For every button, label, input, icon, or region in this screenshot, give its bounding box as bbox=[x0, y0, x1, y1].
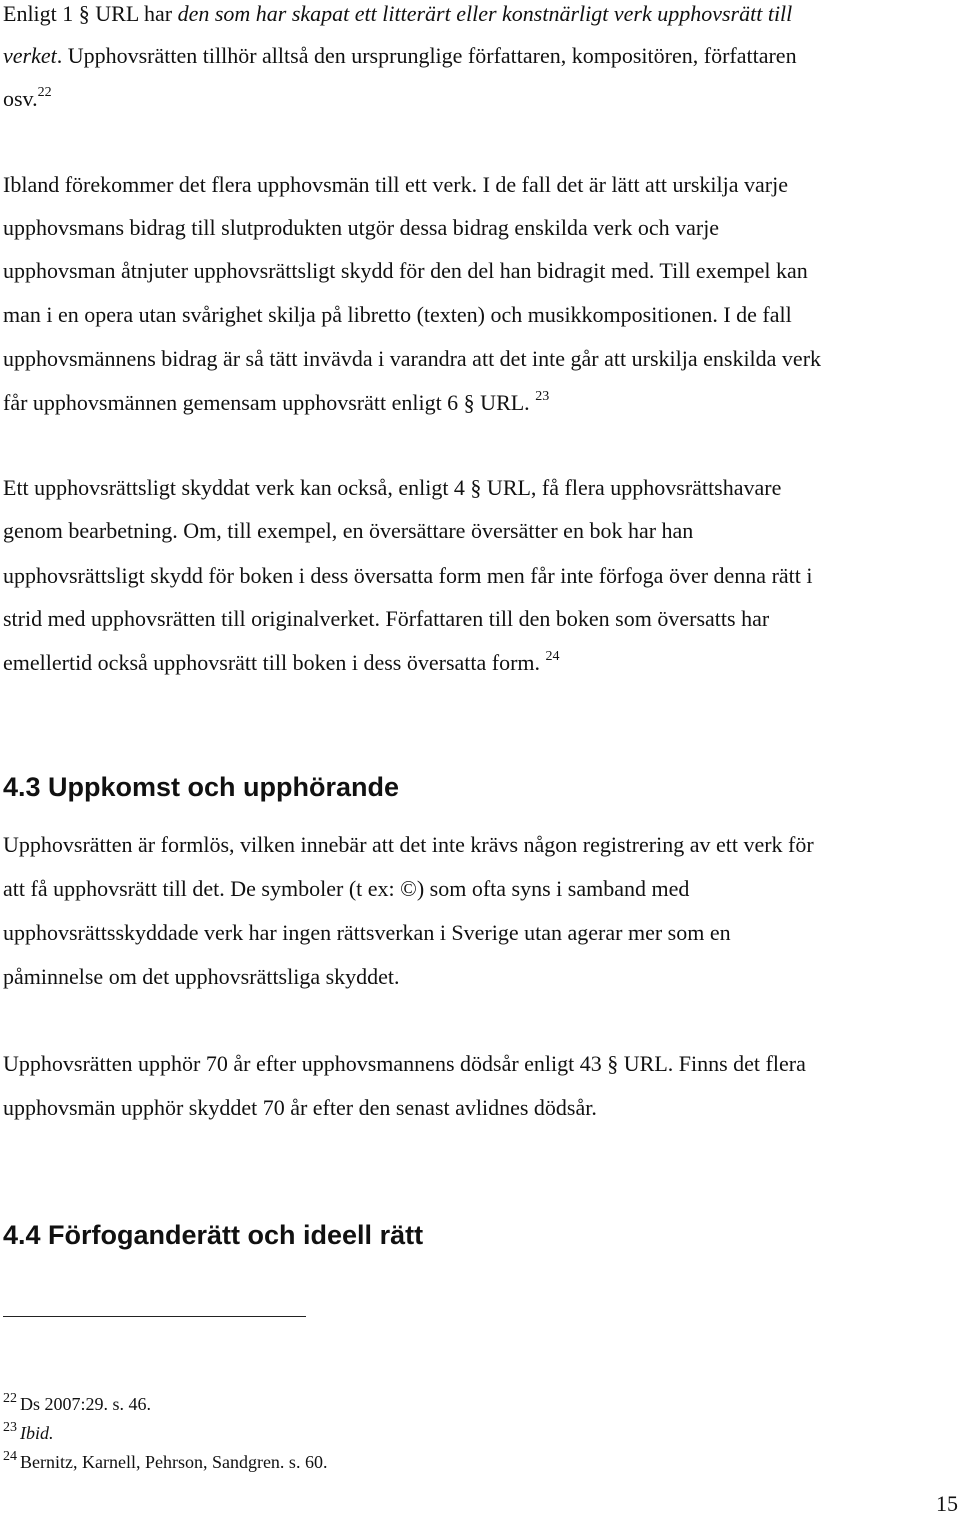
paragraph-4-line-3: upphovsrättsskyddade verk har ingen rättsverkan i Sverige utan agerar mer som en bbox=[3, 920, 731, 945]
paragraph-1-line-3 bbox=[3, 85, 52, 117]
section-heading-4-4: 4.4 Förfoganderätt och ideell rätt bbox=[3, 1220, 424, 1250]
text-span: får upphovsmännen gemensam upphovsrätt enligt 6 § URL. bbox=[3, 390, 530, 415]
section-heading-4-3: 4.3 Uppkomst och upphörande bbox=[3, 772, 400, 802]
paragraph-3-line-2: genom bearbetning. Om, till exempel, en översättare översätter en bok har han bbox=[3, 518, 694, 543]
text-span: osv. bbox=[3, 86, 38, 111]
footnote-number: 23 bbox=[3, 1420, 17, 1435]
paragraph-4-line-4: påminnelse om det upphovsrättsliga skyddet. bbox=[3, 964, 400, 989]
paragraph-3-line-3: upphovsrättsligt skydd för boken i dess översatta form men får inte förfoga över denna rätt i bbox=[3, 563, 813, 588]
footnote-number: 24 bbox=[3, 1449, 17, 1464]
footnote-22 bbox=[3, 1392, 151, 1419]
footnote-ref-23[interactable]: 23 bbox=[535, 389, 550, 404]
page-number: 15 bbox=[936, 1491, 958, 1516]
footnote-ref-22[interactable]: 22 bbox=[37, 85, 52, 100]
footnote-separator bbox=[3, 1316, 306, 1317]
footnote-text: Ds 2007:29. s. 46. bbox=[20, 1394, 152, 1414]
text-span: emellertid också upphovsrätt till boken i dess översatta form. bbox=[3, 650, 541, 675]
paragraph-2-line-4: man i en opera utan svårighet skilja på libretto (texten) och musikkompositionen. I de fall bbox=[3, 302, 792, 327]
paragraph-1-line-2 bbox=[3, 42, 797, 70]
paragraph-2-line-3: upphovsman åtnjuter upphovsrättsligt skydd för den del han bidragit med. Till exempel kan bbox=[3, 258, 808, 283]
paragraph-4-line-1: Upphovsrätten är formlös, vilken innebär att det inte krävs någon registrering av ett verk för bbox=[3, 832, 814, 857]
paragraph-5-line-2: upphovsmän upphör skyddet 70 år efter den senast avlidnes dödsår. bbox=[3, 1095, 597, 1120]
paragraph-2-line-6 bbox=[3, 389, 549, 421]
paragraph-2-line-1: Ibland förekommer det flera upphovsmän till ett verk. I de fall det är lätt att urskilja varje bbox=[3, 172, 788, 197]
footnote-ref-24[interactable]: 24 bbox=[545, 649, 560, 664]
footnote-23 bbox=[3, 1421, 54, 1448]
paragraph-2-line-2: upphovsmans bidrag till slutprodukten utgör dessa bidrag enskilda verk och varje bbox=[3, 215, 720, 240]
paragraph-4-line-2: att få upphovsrätt till det. De symboler (t ex: ©) som ofta syns i samband med bbox=[3, 876, 690, 901]
text-span: . Upphovsrätten tillhör alltså den ursprunglige författaren, kompositören, författaren bbox=[56, 43, 797, 68]
paragraph-3-line-1: Ett upphovsrättsligt skyddat verk kan också, enligt 4 § URL, få flera upphovsrättshavare bbox=[3, 475, 782, 500]
footnote-text: Ibid. bbox=[20, 1423, 54, 1443]
quoted-law-text: den som har skapat ett litterärt eller konstnärligt verk upphovsrätt till bbox=[177, 1, 793, 26]
paragraph-5-line-1: Upphovsrätten upphör 70 år efter upphovsmannens dödsår enligt 43 § URL. Finns det flera bbox=[3, 1051, 806, 1076]
footnote-24 bbox=[3, 1450, 327, 1477]
quoted-law-text: verket bbox=[3, 43, 57, 68]
paragraph-3-line-4: strid med upphovsrätten till originalverket. Författaren till den boken som översatts har bbox=[3, 606, 770, 631]
paragraph-1-line-1 bbox=[3, 0, 792, 28]
text-span: Enligt 1 § URL har bbox=[3, 1, 178, 26]
footnote-number: 22 bbox=[3, 1391, 17, 1406]
footnote-text: Bernitz, Karnell, Pehrson, Sandgren. s. 60. bbox=[20, 1452, 328, 1472]
paragraph-3-line-5 bbox=[3, 649, 560, 681]
paragraph-2-line-5: upphovsmännens bidrag är så tätt invävda i varandra att det inte går att urskilja enskilda verk bbox=[3, 346, 822, 371]
